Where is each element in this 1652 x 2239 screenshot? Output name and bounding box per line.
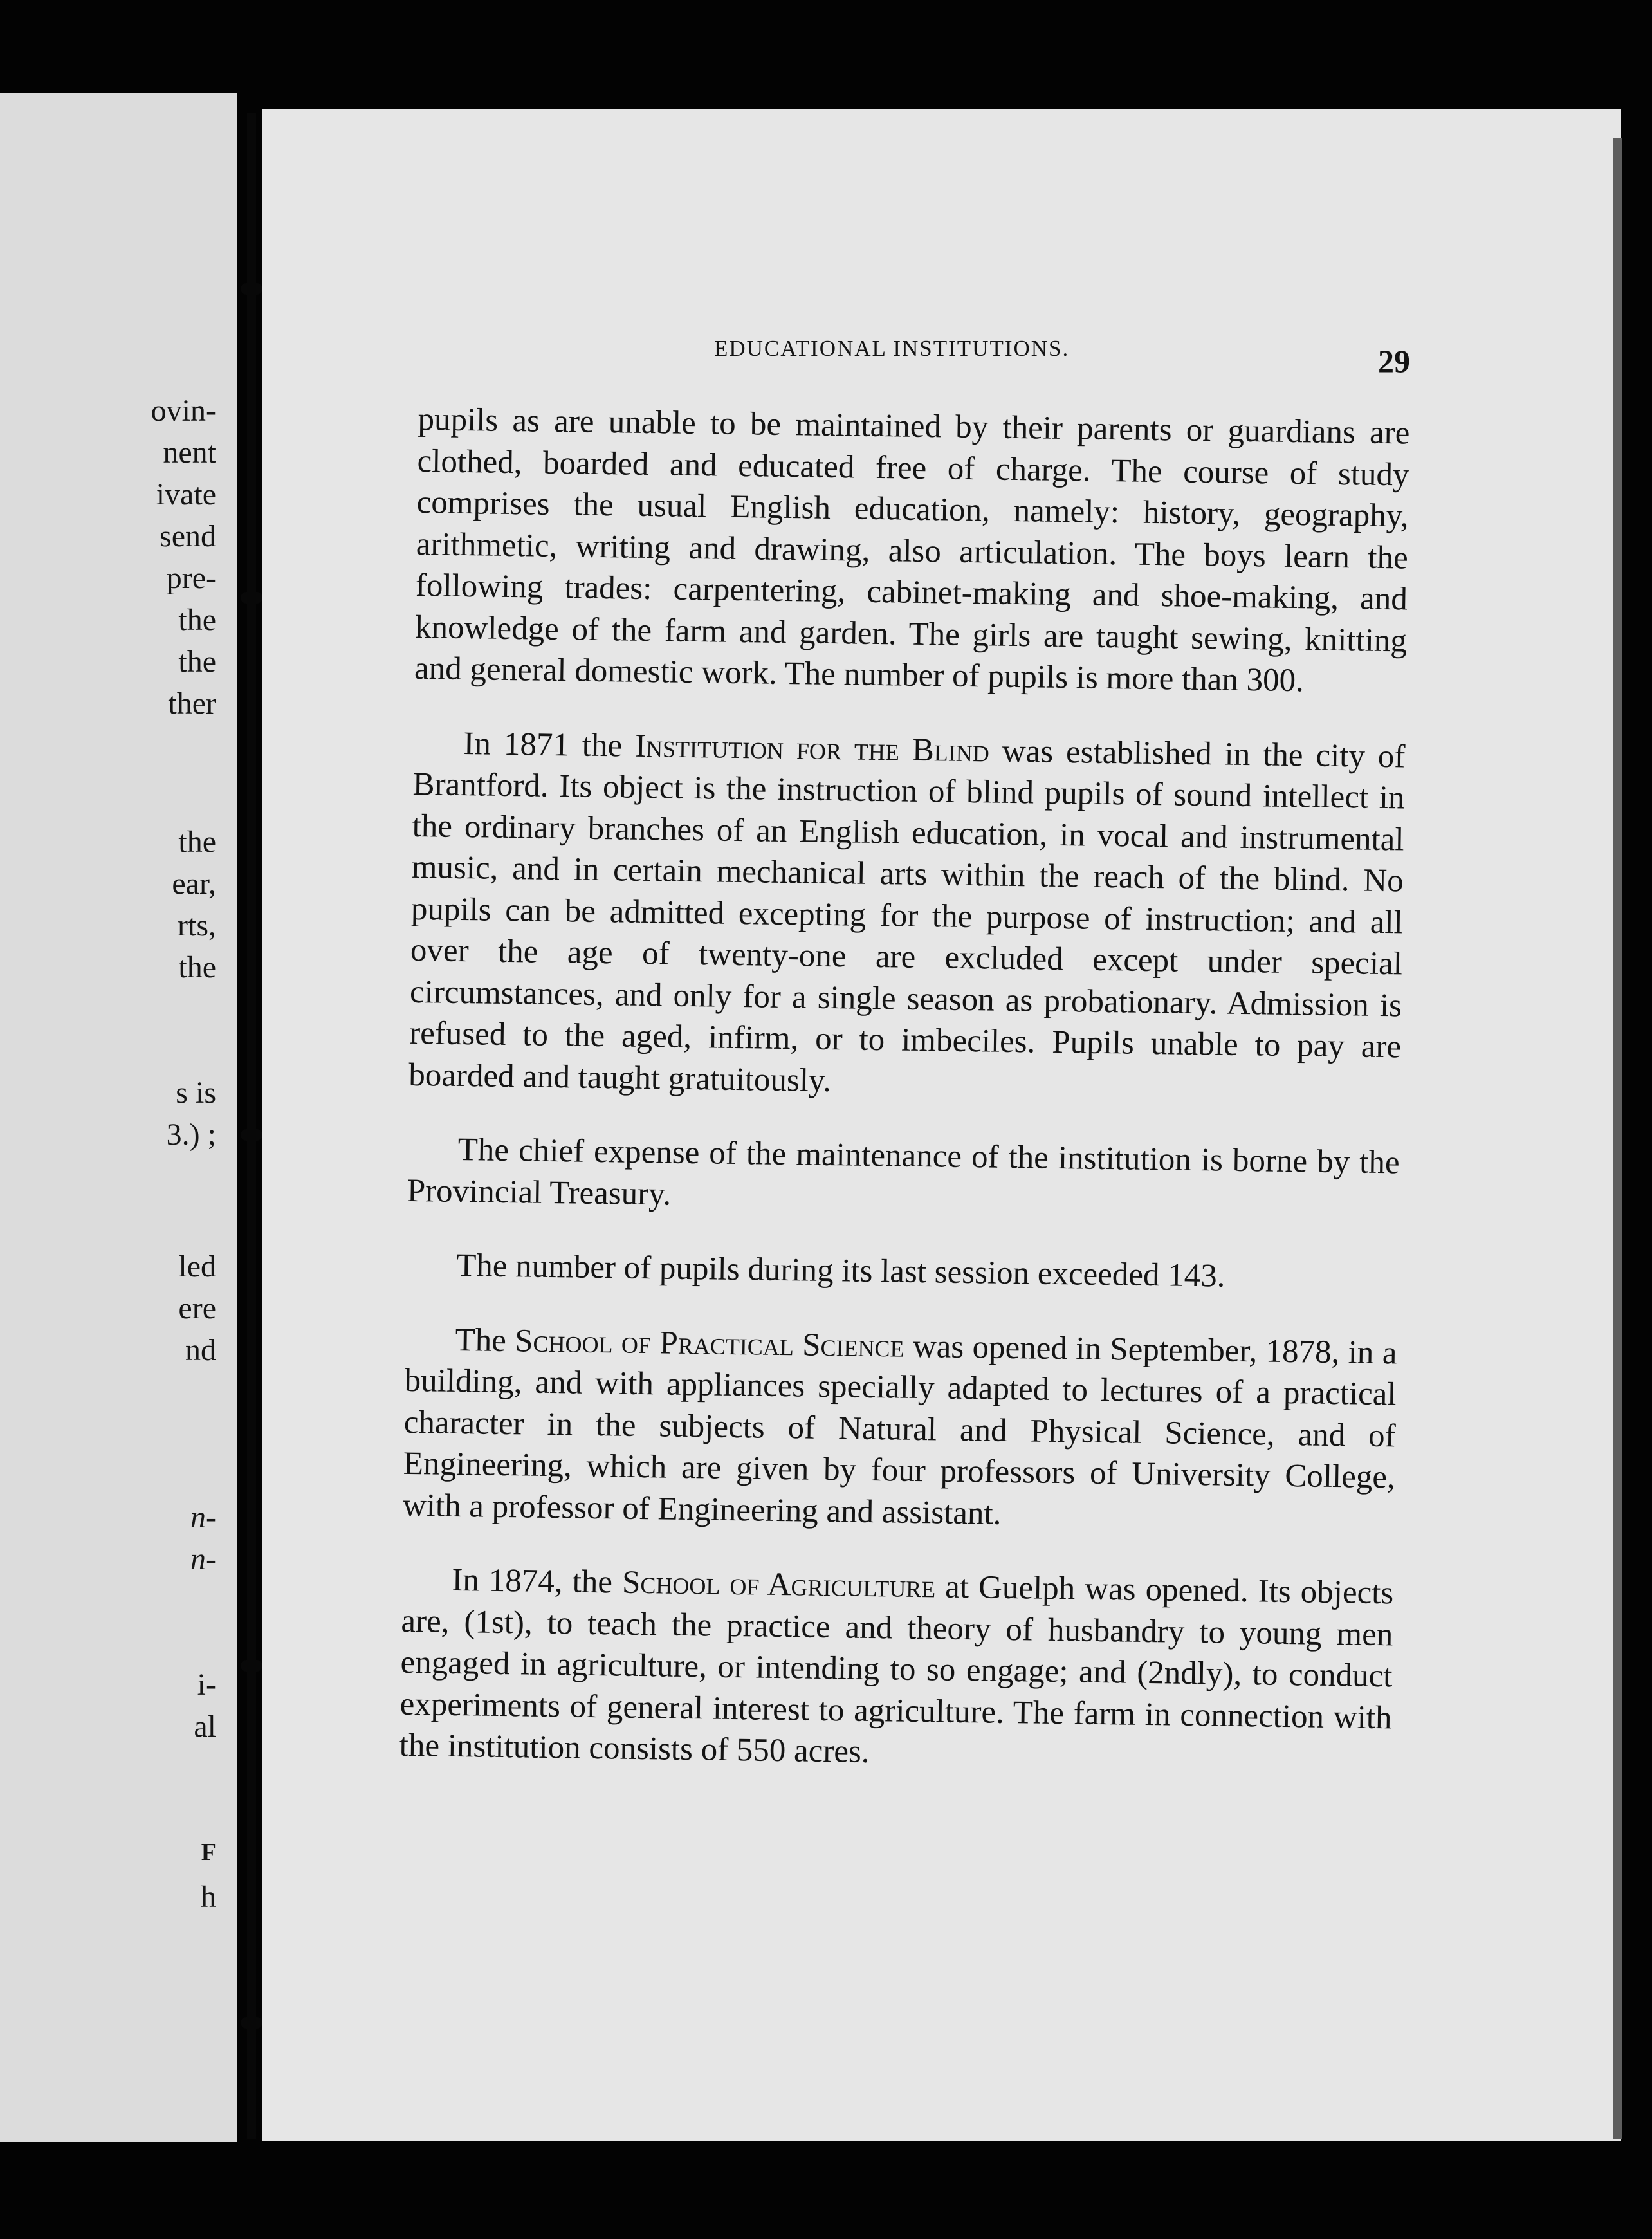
left-fragment: rts, — [178, 908, 216, 943]
institution-name: Institution for the Blind — [634, 728, 990, 769]
previous-page-fragment — [0, 93, 237, 2142]
left-fragment: ere — [178, 1291, 216, 1325]
binding-clip — [241, 1660, 262, 1672]
binding-clip — [241, 2017, 262, 2029]
paragraph: The chief expense of the maintenance of the institution is borne by the Provincial Treasury. — [407, 1131, 1400, 1213]
left-fragment: i- — [197, 1668, 216, 1702]
binding-clip — [241, 1129, 262, 1141]
left-fragment: al — [194, 1709, 216, 1744]
paragraph-rest: was opened in September, 1878, in a building, and with appliances specially adapted to lectures of a practical character in the subjects of Natural and Physical Science, and of Engineering, which are given by four professors of University College, with a professor of Engineering and assistant. — [402, 1328, 1397, 1532]
book-gutter — [247, 113, 256, 2139]
paragraph — [403, 1318, 1397, 1540]
left-fragment: nent — [163, 436, 216, 470]
left-fragment: led — [178, 1249, 216, 1284]
paragraph-rest: at Guelph was opened. Its objects are, (1st), to teach the practice and theory of husbandry to young men engaged in agriculture, or intending to so engage; and (2ndly), to conduct experiments of general interest to agriculture. The farm in connection with the institution consists of 550 acres. — [399, 1569, 1394, 1770]
left-fragment: 3.) ; — [166, 1118, 216, 1152]
left-fragment: n- — [190, 1542, 216, 1576]
left-fragment: the — [178, 825, 216, 859]
left-fragment: the — [178, 950, 216, 984]
running-head: EDUCATIONAL INSTITUTIONS. — [714, 336, 1070, 361]
left-fragment: the — [178, 603, 216, 637]
paragraph-lead: In 1871 the — [463, 725, 623, 764]
left-fragment: the — [178, 645, 216, 679]
paragraph — [399, 1559, 1393, 1780]
left-fragment: F — [201, 1839, 216, 1866]
left-fragment: send — [160, 519, 216, 553]
left-fragment: n- — [190, 1500, 216, 1534]
binding-clip — [241, 592, 262, 604]
left-fragment: pre- — [166, 561, 216, 595]
paragraph: pupils as are unable to be maintained by their parents or guardians are clothed, boarded and educated free of charge. The course of study comprises the usual English education, namely: history, geography, arithmetic, writing and drawing, also articulation. The boys learn the following trades: carpentering, cabinet-making and shoe-making, and knowledge of the farm and garden. The girls are taught sewing, knitting and general domestic work. The number of pupils is more than 300. — [414, 401, 1410, 699]
left-fragment: ovin- — [151, 394, 216, 428]
left-fragment: s is — [176, 1076, 216, 1110]
left-fragment: ivate — [156, 477, 216, 511]
institution-name: School of Practical Science — [514, 1322, 904, 1365]
page-body — [399, 399, 1410, 1813]
left-fragment: h — [201, 1880, 216, 1914]
paragraph — [408, 722, 1406, 1109]
page-edge-shadow — [1613, 138, 1622, 2139]
page-number: 29 — [1378, 343, 1410, 379]
paragraph-rest: was established in the city of Brantford. Its object is the instruction of blind pupils of sound intellect in the ordinary branches of an English education, in vocal and instrumental music, and in certain mechanical arts within the reach of the blind. No pupils can be admitted excepting for the purpose of instruction; and all over the age of twenty-one are excluded except under special circumstances, and only for a single season as probationary. Admission is refused to the aged, infirm, or to imbeciles. Pupils unable to pay are boarded and taught gratuitously. — [408, 733, 1406, 1099]
left-fragment: nd — [185, 1333, 216, 1367]
binding-clip — [241, 283, 262, 295]
left-fragment: ear, — [172, 867, 216, 901]
left-fragment: ther — [168, 686, 216, 721]
paragraph-lead: The — [455, 1322, 507, 1359]
institution-name: School of Agriculture — [621, 1564, 936, 1605]
paragraph: The number of pupils during its last session exceeded 143. — [455, 1247, 1225, 1295]
paragraph-lead: In 1874, the — [451, 1562, 613, 1601]
